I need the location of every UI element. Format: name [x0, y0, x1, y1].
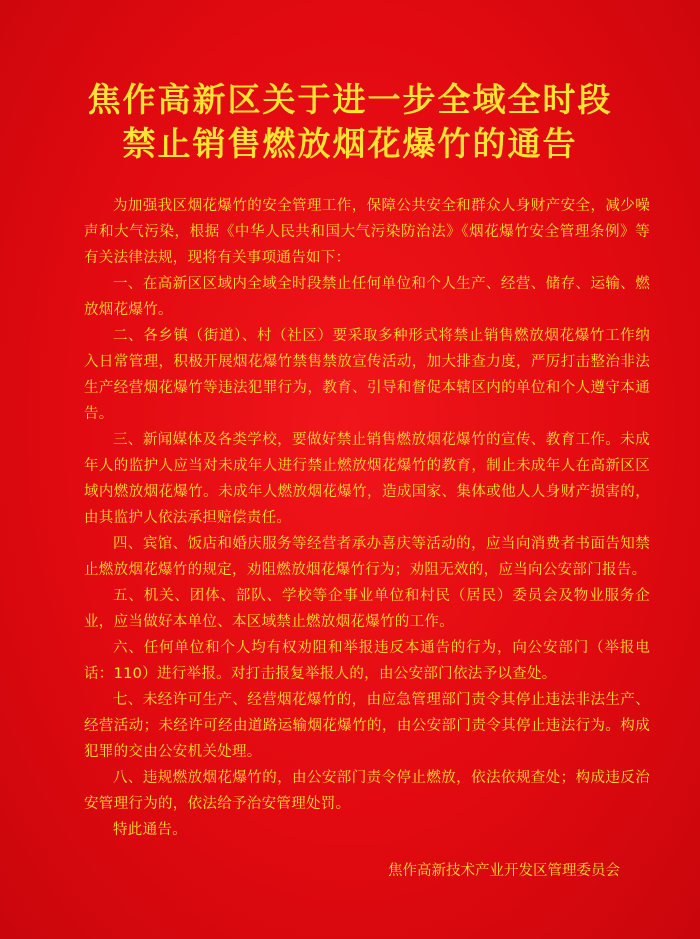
- notice-item-4: 四、宾馆、饭店和婚庆服务等经营者承办喜庆等活动的，应当向消费者书面告知禁止燃放烟花爆竹的规定，劝阻燃放烟花爆竹行为；劝阻无效的，应当向公安部门报告。: [84, 536, 650, 578]
- notice-item-5: 五、机关、团体、部队、学校等企事业单位和村民（居民）委员会及物业服务企业，应当做好本单位、本区域禁止燃放烟花爆竹的工作。: [84, 588, 650, 630]
- notice-body: [84, 193, 650, 843]
- notice-title: [0, 78, 700, 166]
- notice-signature: 焦作高新技术产业开发区管理委员会: [388, 863, 620, 879]
- notice-item-6: 六、任何单位和个人均有权劝阻和举报违反本通告的行为，向公安部门（举报电话：110）进行举报。对打击报复举报人的，由公安部门依法予以查处。: [84, 640, 650, 682]
- notice-item-7: 七、未经许可生产、经营烟花爆竹的，由应急管理部门责令其停止违法非法生产、经营活动；未经许可经由道路运输烟花爆竹的，由公安部门责令其停止违法行为。构成犯罪的交由公安机关处理。: [84, 692, 650, 760]
- notice-item-2: 二、各乡镇（街道）、村（社区）要采取多种形式将禁止销售燃放烟花爆竹工作纳入日常管理，积极开展烟花爆竹禁售禁放宣传活动，加大排查力度，严厉打击整治非法生产经营烟花爆竹等违法犯罪行为，教育、引导和督促本辖区内的单位和个人遵守本通告。: [84, 328, 650, 422]
- notice-item-3: 三、新闻媒体及各类学校，要做好禁止销售燃放烟花爆竹的宣传、教育工作。未成年人的监护人应当对未成年人进行禁止燃放烟花爆竹的教育，制止未成年人在高新区区域内燃放烟花爆竹。未成年人燃放烟花爆竹，造成国家、集体或他人人身财产损害的，由其监护人依法承担赔偿责任。: [84, 432, 650, 526]
- notice-title-line-1: 焦作高新区关于进一步全域全时段: [87, 80, 613, 119]
- notice-item-1: 一、在高新区区域内全域全时段禁止任何单位和个人生产、经营、储存、运输、燃放烟花爆竹。: [84, 276, 650, 318]
- notice-intro: 为加强我区烟花爆竹的安全管理工作，保障公共安全和群众人身财产安全，减少噪声和大气污染，根据《中华人民共和国大气污染防治法》《烟花爆竹安全管理条例》等有关法律法规，现将有关事项通告如下：: [84, 198, 650, 266]
- notice-closing: 特此通告。: [113, 822, 187, 838]
- notice-title-line-2: 禁止销售燃放烟花爆竹的通告: [122, 124, 578, 163]
- notice-item-8: 八、违规燃放烟花爆竹的，由公安部门责令停止燃放，依法依规查处；构成违反治安管理行为的，依法给予治安管理处罚。: [84, 770, 650, 812]
